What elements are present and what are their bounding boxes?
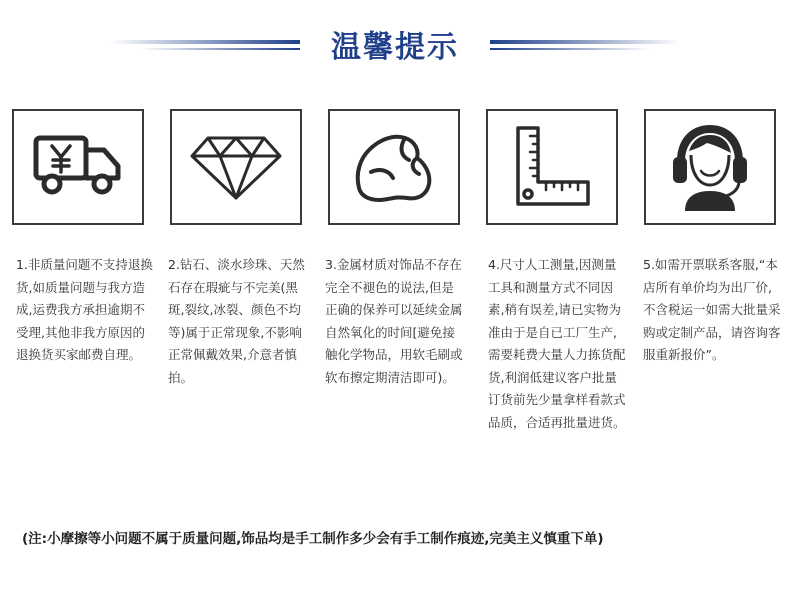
header-right-decoration [490,18,680,74]
cleaning-cloth-icon [349,128,439,206]
page-title: 温馨提示 [331,30,459,65]
diamond-icon [188,132,284,202]
icon-box-cleaning [328,109,460,225]
header-left-decoration [110,18,300,74]
ruler-square-icon [512,124,592,210]
icon-box-shipping [12,109,144,225]
notice-text-4: 4.尺寸人工测量,因测量工具和测量方式不同因素,稍有误差,请已实物为准由于是自已工厂生产,需要耗费大量人力拣货配货,利润低建议客户批量订货前先少量拿样看款式品质，合适再批量进货。 [488,257,626,430]
notice-text-2: 2.钻石、淡水珍珠、天然石存在瑕疵与不完美(黑斑,裂纹,冰裂、颜色不均等)属于正常现象,不影响正常佩戴效果,介意者慎拍。 [168,257,305,385]
icon-box-service [644,109,776,225]
footer-note: (注:小摩擦等小问题不属于质量问题,饰品均是手工制作多少会有手工制作痕迹,完美主义慎重下单) [22,531,604,547]
notice-text-1: 1.非质量问题不支持退换货,如质量问题与我方造成,运费我方承担逾期不受理,其他非我方原因的退换货买家邮费自理。 [16,257,153,362]
page-header [0,18,790,74]
icon-box-gemstone [170,109,302,225]
icon-box-measurement [486,109,618,225]
notice-text-5: 5.如需开票联系客服,“本店所有单价均为出厂价,不含税运一如需大批量采购或定制产品，请咨询客服重新报价”。 [643,257,781,362]
notice-text-3: 3.金属材质对饰品不存在完全不褪色的说法,但是正确的保养可以延续金属自然氧化的时间[避免接触化学物品，用软毛刷或软布擦定期清洁即可)。 [325,257,463,385]
customer-service-headset-icon [667,121,753,213]
truck-yen-icon [32,132,124,202]
